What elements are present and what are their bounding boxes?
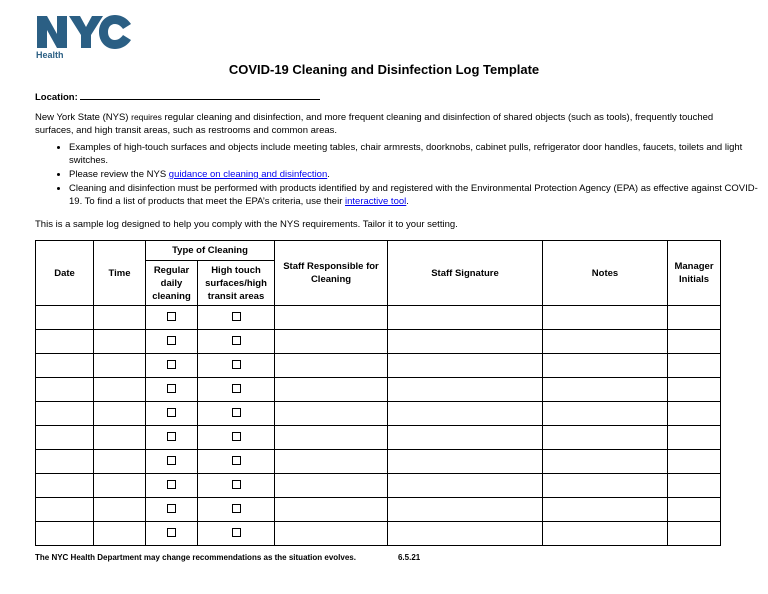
table-row [36, 354, 721, 378]
signature-cell[interactable] [388, 306, 543, 330]
notes-cell[interactable] [543, 306, 668, 330]
header-manager-initials: Manager Initials [668, 241, 721, 306]
regular-cell[interactable] [146, 426, 198, 450]
staff-cell[interactable] [275, 330, 388, 354]
staff-cell[interactable] [275, 306, 388, 330]
high-touch-checkbox[interactable] [232, 408, 241, 417]
regular-checkbox[interactable] [167, 456, 176, 465]
time-cell[interactable] [94, 426, 146, 450]
time-cell[interactable] [94, 498, 146, 522]
manager-cell[interactable] [668, 330, 721, 354]
bullet-item [69, 141, 768, 167]
footer-text: The NYC Health Department may change recommendations as the situation evolves. [35, 553, 356, 562]
high-touch-checkbox[interactable] [232, 432, 241, 441]
manager-cell[interactable] [668, 426, 721, 450]
manager-cell[interactable] [668, 498, 721, 522]
guidance-link[interactable]: guidance on cleaning and disinfection [168, 169, 328, 180]
staff-cell[interactable] [275, 474, 388, 498]
regular-checkbox[interactable] [167, 480, 176, 489]
signature-cell[interactable] [388, 450, 543, 474]
high-touch-cell[interactable] [198, 330, 275, 354]
regular-cell[interactable] [146, 354, 198, 378]
notes-cell[interactable] [543, 354, 668, 378]
manager-cell[interactable] [668, 378, 721, 402]
manager-cell[interactable] [668, 474, 721, 498]
header-staff-responsible: Staff Responsible for Cleaning [275, 241, 388, 306]
footer [35, 553, 420, 562]
time-cell[interactable] [94, 522, 146, 546]
location-blank-line[interactable] [80, 90, 320, 100]
intro-part1: New York State (NYS) [35, 112, 132, 123]
date-cell[interactable] [36, 378, 94, 402]
bullet-text: . [406, 196, 409, 207]
staff-cell[interactable] [275, 354, 388, 378]
staff-cell[interactable] [275, 378, 388, 402]
date-cell[interactable] [36, 402, 94, 426]
signature-cell[interactable] [388, 330, 543, 354]
time-cell[interactable] [94, 306, 146, 330]
date-cell[interactable] [36, 498, 94, 522]
manager-cell[interactable] [668, 354, 721, 378]
high-touch-cell[interactable] [198, 498, 275, 522]
regular-checkbox[interactable] [167, 408, 176, 417]
high-touch-cell[interactable] [198, 450, 275, 474]
intro-requires: requires [131, 112, 162, 122]
staff-cell[interactable] [275, 498, 388, 522]
high-touch-cell[interactable] [198, 522, 275, 546]
high-touch-cell[interactable] [198, 306, 275, 330]
intro-part2: regular cleaning and disinfection, and more frequent cleaning and disinfection of shared objects (such as tools), frequently touched surfaces, and high transit areas, such as restrooms and common areas. [35, 112, 714, 136]
high-touch-checkbox[interactable] [232, 336, 241, 345]
regular-checkbox[interactable] [167, 336, 176, 345]
bullet-text: Please review the NYS [69, 169, 169, 180]
notes-cell[interactable] [543, 450, 668, 474]
sample-note: This is a sample log designed to help you comply with the NYS requirements. Tailor it to your setting. [35, 219, 458, 230]
bullet-item [69, 168, 768, 181]
log-body [36, 306, 721, 546]
bullet-item [69, 182, 768, 208]
high-touch-cell[interactable] [198, 402, 275, 426]
date-cell[interactable] [36, 522, 94, 546]
signature-cell[interactable] [388, 354, 543, 378]
manager-cell[interactable] [668, 522, 721, 546]
header-staff-signature: Staff Signature [388, 241, 543, 306]
high-touch-checkbox[interactable] [232, 480, 241, 489]
time-cell[interactable] [94, 474, 146, 498]
signature-cell[interactable] [388, 378, 543, 402]
cleaning-log-table [35, 240, 721, 546]
time-cell[interactable] [94, 402, 146, 426]
signature-cell[interactable] [388, 426, 543, 450]
regular-checkbox[interactable] [167, 528, 176, 537]
manager-cell[interactable] [668, 402, 721, 426]
header-type-of-cleaning: Type of Cleaning [146, 241, 275, 261]
signature-cell[interactable] [388, 474, 543, 498]
table-row [36, 522, 721, 546]
notes-cell[interactable] [543, 378, 668, 402]
header-notes: Notes [543, 241, 668, 306]
notes-cell[interactable] [543, 426, 668, 450]
regular-cell[interactable] [146, 522, 198, 546]
bullet-text: Examples of high-touch surfaces and objects include meeting tables, chair armrests, doorknobs, cabinet pulls, refrigerator door handles, faucets, toilets and light switches. [69, 142, 743, 166]
staff-cell[interactable] [275, 450, 388, 474]
manager-cell[interactable] [668, 306, 721, 330]
location-field[interactable] [35, 90, 320, 103]
table-row [36, 330, 721, 354]
regular-cell[interactable] [146, 306, 198, 330]
time-cell[interactable] [94, 378, 146, 402]
footer-date: 6.5.21 [397, 553, 421, 562]
staff-cell[interactable] [275, 522, 388, 546]
notes-cell[interactable] [543, 474, 668, 498]
date-cell[interactable] [36, 426, 94, 450]
signature-cell[interactable] [388, 402, 543, 426]
notes-cell[interactable] [543, 522, 668, 546]
notes-cell[interactable] [543, 498, 668, 522]
high-touch-cell[interactable] [198, 426, 275, 450]
regular-cell[interactable] [146, 330, 198, 354]
regular-checkbox[interactable] [167, 360, 176, 369]
logo-subtitle: Health [36, 50, 64, 60]
header-high-touch: High touch surfaces/high transit areas [198, 261, 275, 306]
bullet-list [35, 141, 768, 209]
table-row [36, 306, 721, 330]
high-touch-cell[interactable] [198, 354, 275, 378]
table-row [36, 498, 721, 522]
notes-cell[interactable] [543, 330, 668, 354]
table-row [36, 402, 721, 426]
high-touch-checkbox[interactable] [232, 504, 241, 513]
regular-cell[interactable] [146, 450, 198, 474]
regular-checkbox[interactable] [167, 384, 176, 393]
table-row [36, 426, 721, 450]
date-cell[interactable] [36, 474, 94, 498]
date-cell[interactable] [36, 450, 94, 474]
signature-cell[interactable] [388, 522, 543, 546]
table-row [36, 474, 721, 498]
high-touch-checkbox[interactable] [232, 528, 241, 537]
regular-checkbox[interactable] [167, 312, 176, 321]
regular-cell[interactable] [146, 378, 198, 402]
date-cell[interactable] [36, 306, 94, 330]
regular-cell[interactable] [146, 474, 198, 498]
page-title: COVID-19 Cleaning and Disinfection Log Template [228, 62, 540, 77]
notes-cell[interactable] [543, 402, 668, 426]
header-date: Date [36, 241, 94, 306]
manager-cell[interactable] [668, 450, 721, 474]
bullet-text: Cleaning and disinfection must be performed with products identified by and registered with the Environmental Protection Agency (EPA) as effective against COVID-19. To find a list of products that meet the EPA’s criteria, use their [69, 183, 758, 207]
staff-cell[interactable] [275, 402, 388, 426]
time-cell[interactable] [94, 354, 146, 378]
date-cell[interactable] [36, 330, 94, 354]
signature-cell[interactable] [388, 498, 543, 522]
high-touch-checkbox[interactable] [232, 456, 241, 465]
high-touch-checkbox[interactable] [232, 312, 241, 321]
time-cell[interactable] [94, 450, 146, 474]
regular-checkbox[interactable] [167, 504, 176, 513]
date-cell[interactable] [36, 354, 94, 378]
time-cell[interactable] [94, 330, 146, 354]
high-touch-checkbox[interactable] [232, 384, 241, 393]
location-label: Location: [35, 92, 78, 103]
header-time: Time [94, 241, 146, 306]
high-touch-cell[interactable] [198, 378, 275, 402]
interactive-tool-link[interactable]: interactive tool [345, 196, 407, 207]
table-row [36, 450, 721, 474]
regular-checkbox[interactable] [167, 432, 176, 441]
staff-cell[interactable] [275, 426, 388, 450]
intro-paragraph [35, 111, 735, 137]
regular-cell[interactable] [146, 402, 198, 426]
header-regular-daily: Regular daily cleaning [146, 261, 198, 306]
table-row [36, 378, 721, 402]
high-touch-checkbox[interactable] [232, 360, 241, 369]
high-touch-cell[interactable] [198, 474, 275, 498]
bullet-text: . [327, 169, 330, 180]
regular-cell[interactable] [146, 498, 198, 522]
